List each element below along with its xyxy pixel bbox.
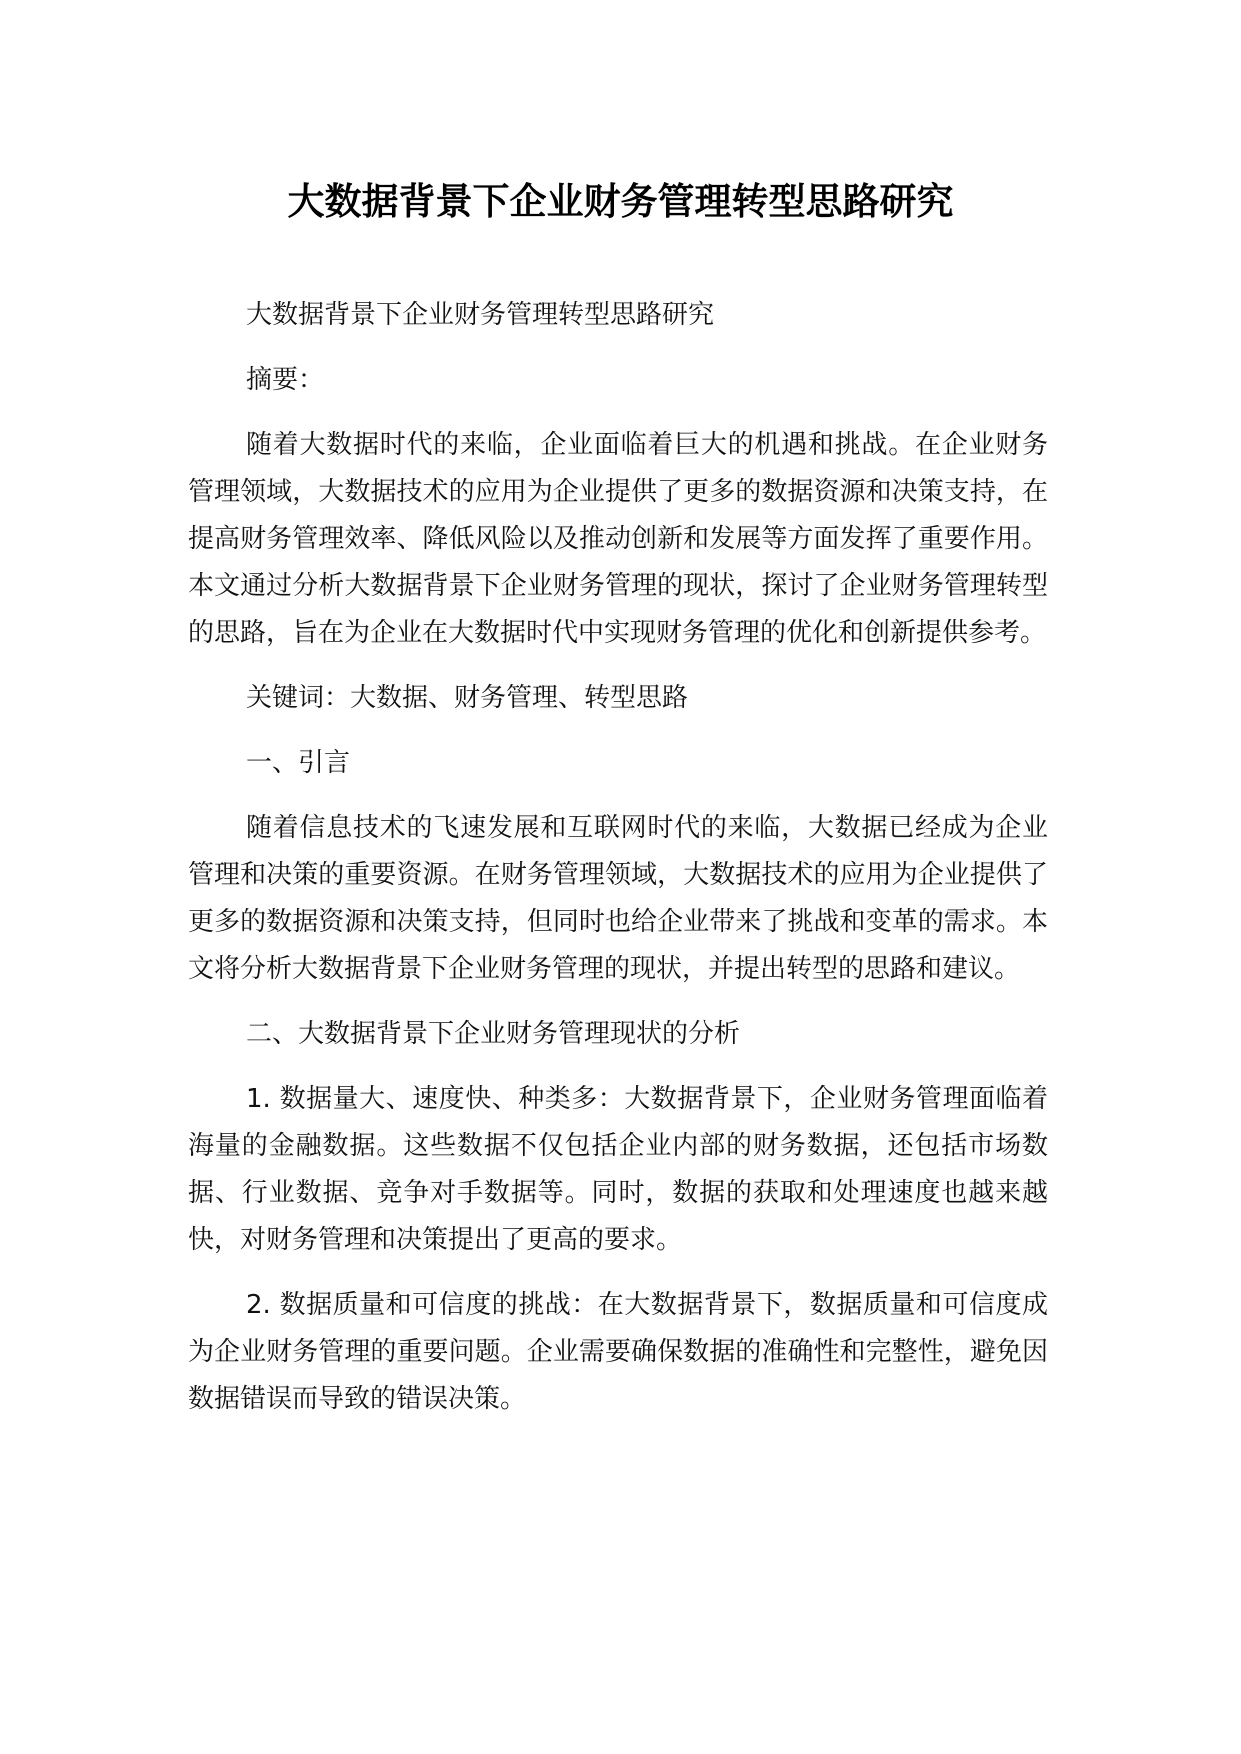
document-title: 大数据背景下企业财务管理转型思路研究 — [287, 180, 954, 223]
abstract-heading: 摘要： — [246, 365, 325, 395]
introduction-paragraph: 随着信息技术的飞速发展和互联网时代的来临，大数据已经成为企业管理和决策的重要资源。在财务管理领域，大数据技术的应用为企业提供了更多的数据资源和决策支持，但同时也给企业带来了挑战和变革的需求。本文将分析大数据背景下企业财务管理的现状，并提出转型的思路和建议。 — [188, 813, 1048, 984]
analysis-point-2: 2. 数据质量和可信度的挑战：在大数据背景下，数据质量和可信度成为企业财务管理的重要问题。企业需要确保数据的准确性和完整性，避免因数据错误而导致的错误决策。 — [188, 1290, 1048, 1414]
document-body — [188, 292, 1048, 1441]
analysis-point-1: 1. 数据量大、速度快、种类多：大数据背景下，企业财务管理面临着海量的金融数据。这些数据不仅包括企业内部的财务数据，还包括市场数据、行业数据、竞争对手数据等。同时，数据的获取和处理速度也越来越快，对财务管理和决策提出了更高的要求。 — [188, 1084, 1048, 1255]
keywords-paragraph: 关键词：大数据、财务管理、转型思路 — [246, 683, 689, 713]
subtitle-paragraph: 大数据背景下企业财务管理转型思路研究 — [246, 300, 715, 330]
section-heading-introduction: 一、引言 — [246, 748, 351, 778]
abstract-paragraph: 随着大数据时代的来临，企业面临着巨大的机遇和挑战。在企业财务管理领域，大数据技术的应用为企业提供了更多的数据资源和决策支持，在提高财务管理效率、降低风险以及推动创新和发展等方面发挥了重要作用。本文通过分析大数据背景下企业财务管理的现状，探讨了企业财务管理转型的思路，旨在为企业在大数据时代中实现财务管理的优化和创新提供参考。 — [188, 430, 1048, 648]
section-heading-analysis: 二、大数据背景下企业财务管理现状的分析 — [246, 1019, 741, 1049]
